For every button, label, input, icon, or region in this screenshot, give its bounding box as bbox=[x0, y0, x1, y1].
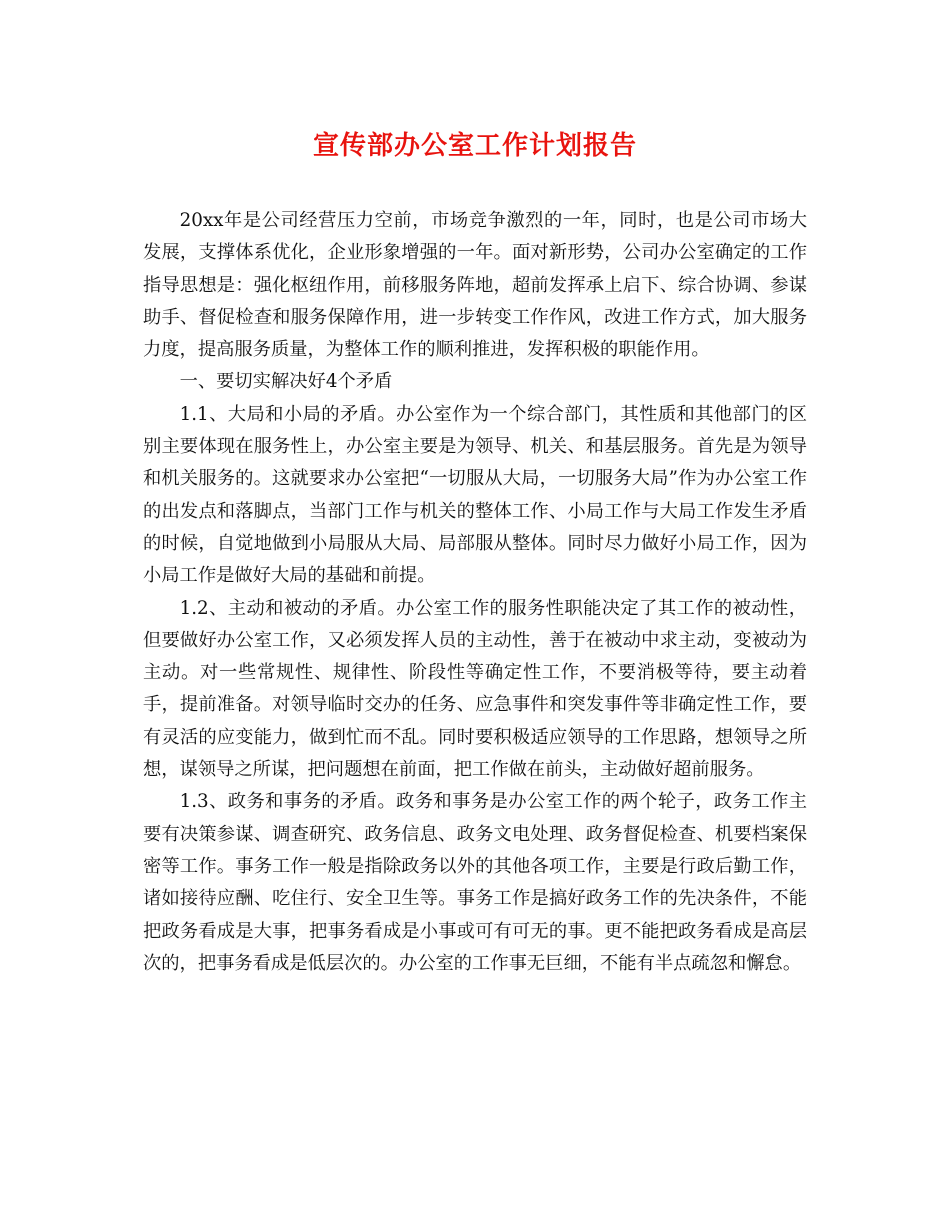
paragraph-1-3: 1.3、政务和事务的矛盾。政务和事务是办公室工作的两个轮子，政务工作主要有决策参谋、调查研究、政务信息、政务文电处理、政务督促检查、机要档案保密等工作。事务工作一般是指除政务以外的其他各项工作，主要是行政后勤工作，诸如接待应酬、吃住行、安全卫生等。事务工作是搞好政务工作的先决条件，不能把政务看成是大事，把事务看成是小事或可有可无的事。更不能把政务看成是高层次的，把事务看成是低层次的。办公室的工作事无巨细，不能有半点疏忽和懈怠。 bbox=[143, 791, 807, 974]
document-title: 宣传部办公室工作计划报告 bbox=[312, 131, 637, 161]
intro-paragraph: 20xx年是公司经营压力空前，市场竞争激烈的一年，同时，也是公司市场大发展，支撑体系优化，企业形象增强的一年。面对新形势，公司办公室确定的工作指导思想是：强化枢纽作用，前移服务阵地，超前发挥承上启下、综合协调、参谋助手、督促检查和服务保障作用，进一步转变工作作风，改进工作方式，加大服务力度，提高服务质量，为整体工作的顺利推进，发挥积极的职能作用。 bbox=[143, 210, 807, 361]
section-heading: 一、要切实解决好4个矛盾 bbox=[179, 371, 393, 393]
document-body bbox=[143, 205, 807, 980]
paragraph-1-1: 1.1、大局和小局的矛盾。办公室作为一个综合部门，其性质和其他部门的区别主要体现在服务性上，办公室主要是为领导、机关、和基层服务。首先是为领导和机关服务的。这就要求办公室把“一切服从大局，一切服务大局”作为办公室工作的出发点和落脚点，当部门工作与机关的整体工作、小局工作与大局工作发生矛盾的时候，自觉地做到小局服从大局、局部服从整体。同时尽力做好小局工作，因为小局工作是做好大局的基础和前提。 bbox=[143, 403, 807, 587]
paragraph-1-2: 1.2、主动和被动的矛盾。办公室工作的服务性职能决定了其工作的被动性，但要做好办公室工作，又必须发挥人员的主动性，善于在被动中求主动，变被动为主动。对一些常规性、规律性、阶段性等确定性工作，不要消极等待，要主动着手，提前准备。对领导临时交办的任务、应急事件和突发事件等非确定性工作，要有灵活的应变能力，做到忙而不乱。同时要积极适应领导的工作思路，想领导之所想，谋领导之所谋，把问题想在前面，把工作做在前头，主动做好超前服务。 bbox=[143, 597, 807, 781]
